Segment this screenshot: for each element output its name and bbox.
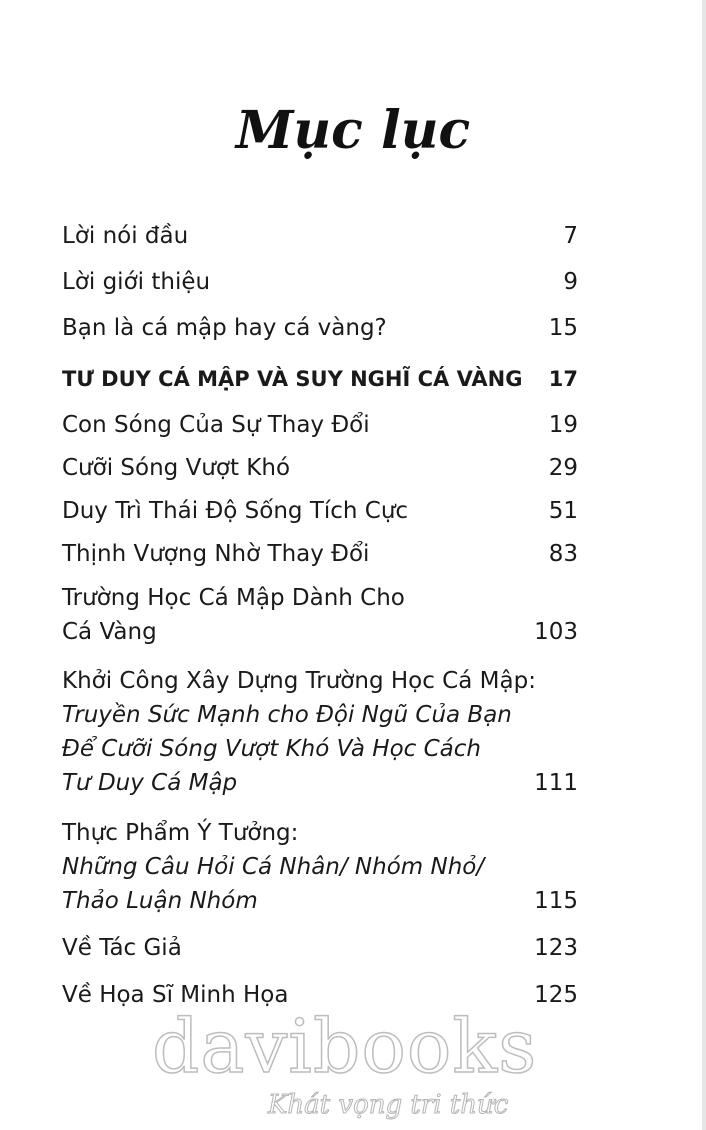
toc-entry-ban-la-ca-map[interactable] [62,311,578,345]
toc-entry-loi-noi-dau[interactable] [62,219,578,253]
entry-title: Về Họa Sĩ Minh Họa [62,982,289,1008]
entry-page: 103 [534,619,578,645]
entry-title: Duy Trì Thái Độ Sống Tích Cực [62,498,409,524]
toc-entry-cuoi-song[interactable] [62,451,578,485]
entry-title: Cưỡi Sóng Vượt Khó [62,455,291,481]
entry-subtitle: Truyền Sức Mạnh cho Đội Ngũ Của Bạn [62,702,512,728]
entry-page: 9 [563,269,578,295]
entry-subtitle: Những Câu Hỏi Cá Nhân/ Nhóm Nhỏ/ [62,854,485,880]
entry-subtitle: Tư Duy Cá Mập [62,770,238,796]
entry-title: TƯ DUY CÁ MẬP VÀ SUY NGHĨ CÁ VÀNG [62,367,523,391]
entry-page: 51 [548,498,578,524]
toc-entry-duy-tri[interactable] [62,494,578,528]
entry-page: 7 [563,223,578,249]
entry-subtitle: Để Cưỡi Sóng Vượt Khó Và Học Cách [62,736,481,762]
toc-entry-thinh-vuong[interactable] [62,537,578,571]
entry-page: 15 [548,315,578,341]
entry-title: Lời giới thiệu [62,269,211,295]
entry-title: Về Tác Giả [62,935,182,961]
entry-subtitle: Thảo Luận Nhóm [62,888,258,914]
entry-page: 111 [534,770,578,796]
toc-entry-part-heading[interactable] [62,362,578,396]
entry-title: Trường Học Cá Mập Dành Cho [62,585,405,611]
page-edge [702,0,706,1130]
entry-title: Thực Phẩm Ý Tưởng: [62,820,299,846]
entry-title: Cá Vàng [62,619,157,645]
toc-entry-truong-hoc[interactable] [62,581,578,649]
entry-page: 17 [548,367,578,391]
entry-title: Khởi Công Xây Dựng Trường Học Cá Mập: [62,668,536,694]
entry-title: Lời nói đầu [62,223,189,249]
entry-title: Thịnh Vượng Nhờ Thay Đổi [62,541,370,567]
entry-title: Bạn là cá mập hay cá vàng? [62,315,387,341]
toc-entry-ve-hoa-si[interactable] [62,978,578,1012]
toc-entry-thuc-pham[interactable] [62,816,578,918]
entry-page: 19 [548,412,578,438]
toc-entry-ve-tac-gia[interactable] [62,931,578,965]
toc-title: Mục lục [235,100,471,161]
toc-entry-khoi-cong[interactable] [62,664,578,800]
entry-title: Con Sóng Của Sự Thay Đổi [62,412,370,438]
entry-page: 115 [534,888,578,914]
entry-page: 29 [548,455,578,481]
entry-page: 125 [534,982,578,1008]
toc-entry-loi-gioi-thieu[interactable] [62,265,578,299]
entry-page: 123 [534,935,578,961]
watermark-brand: davibooks [152,1004,538,1090]
toc-entry-con-song[interactable] [62,408,578,442]
entry-page: 83 [548,541,578,567]
watermark-slogan: Khát vọng tri thức [268,1090,509,1120]
